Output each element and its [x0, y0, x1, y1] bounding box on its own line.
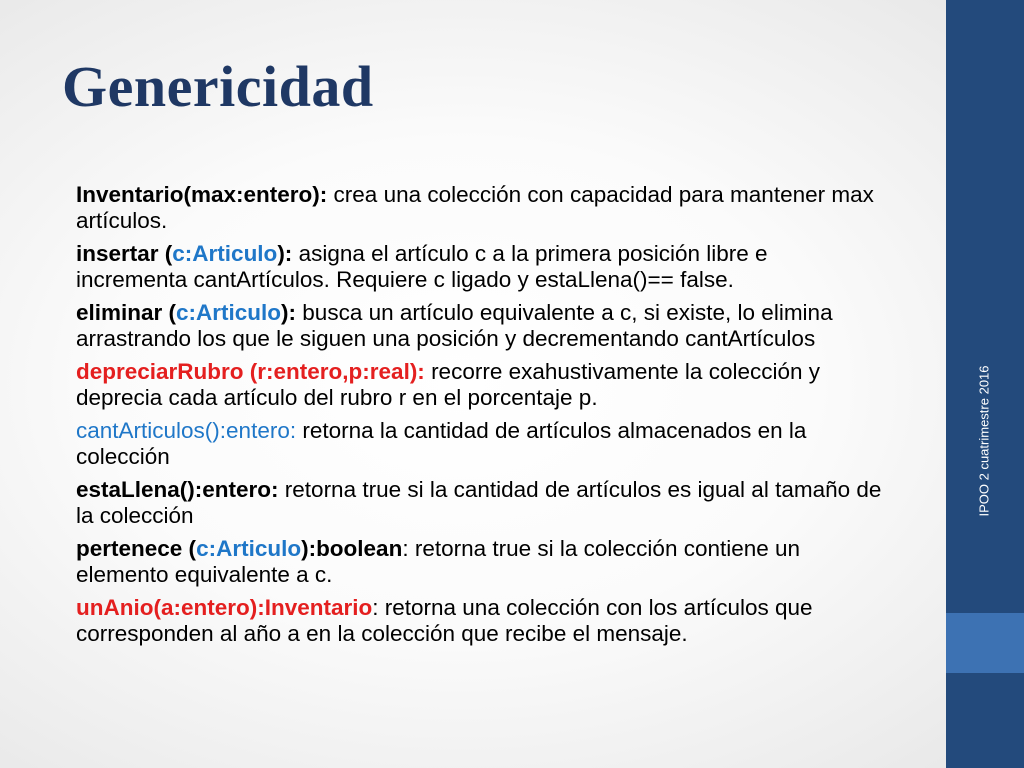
- method-signature-end: ):: [281, 300, 297, 325]
- method-description: retorna la cantidad de artículos almacenados en la colección: [76, 418, 807, 469]
- paragraph-un-anio: [76, 595, 882, 647]
- method-description: : retorna true si la colección contiene un elemento equivalente a c.: [76, 536, 801, 587]
- method-signature: unAnio(a:entero):Inventario: [76, 595, 373, 620]
- paragraph-eliminar: [76, 300, 882, 352]
- method-signature: insertar (: [76, 241, 173, 266]
- method-parameter: c:Articulo: [176, 300, 282, 325]
- sidebar-accent-block: [946, 613, 1024, 673]
- method-signature: Inventario(max:entero):: [76, 182, 328, 207]
- paragraph-depreciar-rubro: [76, 359, 882, 411]
- slide-title: Genericidad: [62, 54, 374, 119]
- method-parameter: c:Articulo: [172, 241, 278, 266]
- paragraph-cant-articulos: [76, 418, 882, 470]
- course-label: IPOO 2 cuatrimestre 2016: [976, 365, 992, 517]
- method-signature: depreciarRubro (r:entero,p:real):: [76, 359, 425, 384]
- paragraph-esta-llena: [76, 477, 882, 529]
- method-description: recorre exahustivamente la colección y deprecia cada artículo del rubro r en el porcentaje p.: [76, 359, 821, 410]
- paragraph-insertar: [76, 241, 882, 293]
- method-description: crea una colección con capacidad para mantener max artículos.: [76, 182, 874, 233]
- method-description: : retorna una colección con los artículos que corresponden al año a en la colección que recibe el mensaje.: [76, 595, 813, 646]
- method-signature: cantArticulos():entero:: [76, 418, 297, 443]
- paragraph-inventario: [76, 182, 882, 234]
- method-signature: eliminar (: [76, 300, 177, 325]
- method-signature-end: ):boolean: [301, 536, 403, 561]
- method-signature: pertenece (: [76, 536, 197, 561]
- method-signature: estaLlena():entero:: [76, 477, 279, 502]
- slide-body: [76, 182, 882, 654]
- method-description: busca un artículo equivalente a c, si existe, lo elimina arrastrando los que le siguen una posición y decrementando cantArtículos: [76, 300, 833, 351]
- method-parameter: c:Articulo: [196, 536, 302, 561]
- method-signature-end: ):: [277, 241, 293, 266]
- method-description: retorna true si la cantidad de artículos es igual al tamaño de la colección: [76, 477, 882, 528]
- paragraph-pertenece: [76, 536, 882, 588]
- method-description: asigna el artículo c a la primera posición libre e incrementa cantArtículos. Requiere c ligado y estaLlena()== false.: [76, 241, 768, 292]
